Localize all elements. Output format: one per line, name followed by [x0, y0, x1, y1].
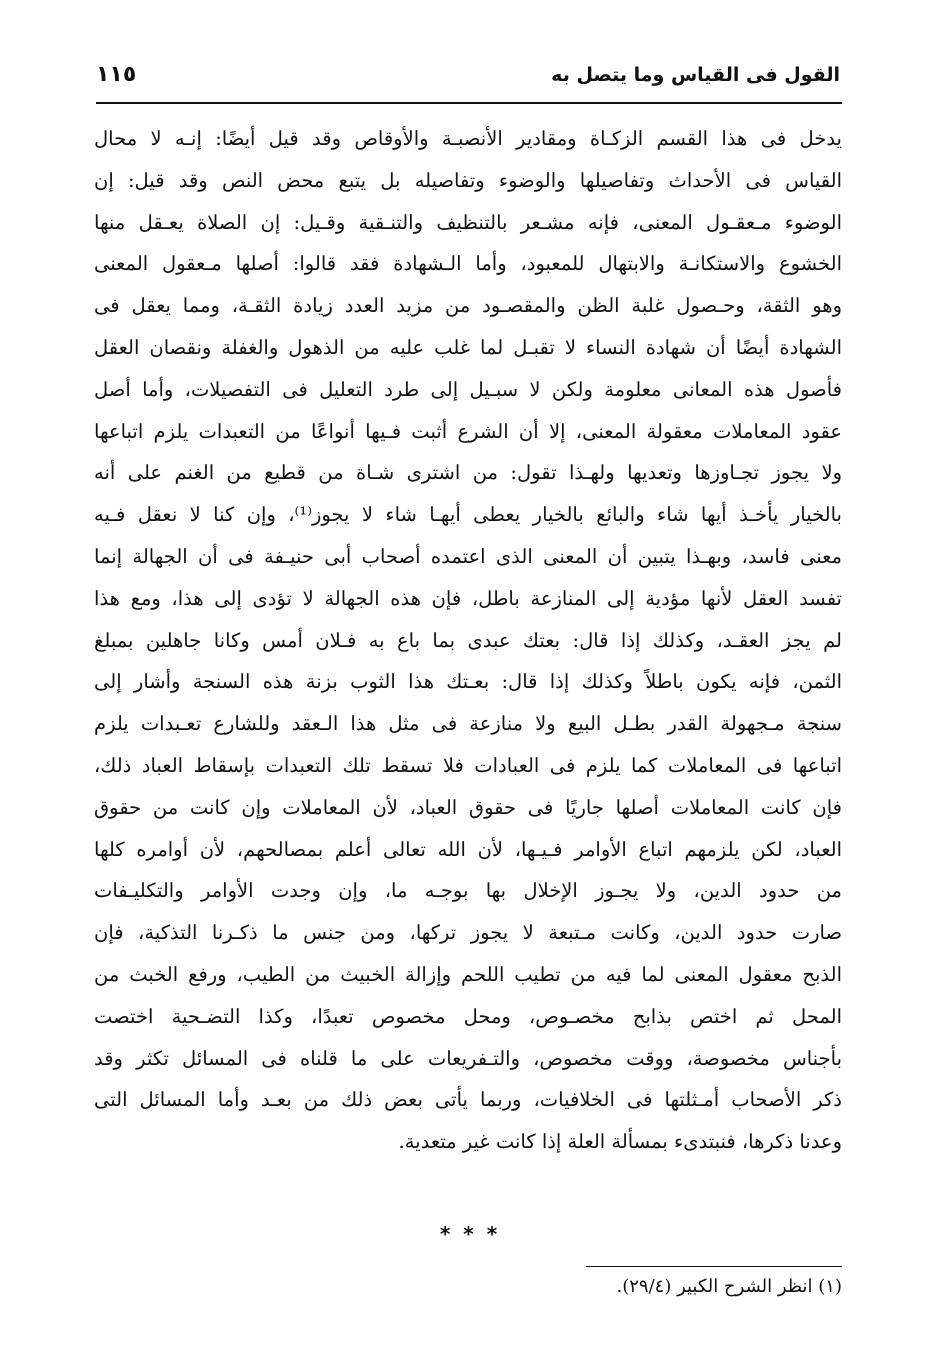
text-line: الشهادة أيضًا أن شهادة النساء لا تقبـل لما غلب عليه من الذهول والغفلة ونقصان العقل: [94, 335, 842, 359]
body-text: [94, 118, 842, 1163]
running-title: القول فى القياس وما يتصل به: [551, 64, 840, 86]
text-line: الذبح معقول المعنى لما فيه من تطيب اللحم وإزالة الخبيث من الطيب، ورفع الخبث من: [94, 962, 842, 986]
text-line: الخشوع والاستكانـة والابتهال للمعبود، وأما الـشهادة فقد قالوا: أصلها مـعقول المعنى: [94, 252, 842, 276]
page-header: [96, 58, 840, 98]
text-line: من حدود الدين، ولا يجـوز الإخلال بها بوجـه ما، وإن وجدت الأوامر والتكليـفات: [94, 879, 842, 903]
text-line: وهو الثقة، وحـصول غلبة الظن والمقصـود من مزيد العدد زيادة الثقـة، ومما يعقل فى: [94, 294, 842, 318]
text-line: العباد، لكن يلزمهم اتباع الأوامر فـيـها، لأن الله تعالى أعلم بمصالحهم، لأن أوامره كلها: [94, 837, 842, 861]
text-line: يدخل فى هذا القسم الزكـاة ومقادير الأنصبـة والأوقاص وقد قيل أيضًا: إنـه لا محال: [94, 127, 842, 150]
footnote: (١) انظر الشرح الكبير (٢٩/٤).: [616, 1276, 842, 1297]
text-line: عقود المعاملات معقولة المعنى، إلا أن الشرع أثبت فـيها أنواعًا من التعبدات يلزم اتباعها: [94, 419, 842, 443]
text-line: معنى فاسد، وبهـذا يتبين أن المعنى الذى اعتمده أصحاب أبى حنيـفة فى أن الجهالة إنما: [94, 544, 842, 568]
text-line: القياس فى الأحداث وتفاصيلها والوضوء وتفاصيله بل يتبع محض النص وقد قيل: إن: [94, 168, 842, 192]
text-line: وعدنا ذكرها، فنبتدىء بمسألة العلة إذا كانت غير متعدية.: [398, 1130, 842, 1154]
text-line: ذكر الأصحاب أمـثلتها فى الخلافيات، وربما يأتى بعض ذلك من بعـد وأما المسائل التى: [94, 1088, 842, 1112]
text-line: المحل ثم اختص بذابح مخصـوص، ومحل مخصوص تعبدًا، وكذا التضـحية اختصت: [94, 1004, 842, 1028]
footnote-rule: [586, 1266, 842, 1267]
text-line: اتباعها فى المعاملات كما يلزم فى العبادات فلا تسقط تلك التعبدات بإسقاط العباد ذلك،: [94, 753, 842, 777]
text-line: سنجة مـجهولة القدر بطـل البيع ولا منازعة فى مثل هذا الـعقد وللشارع تعـبدات يلزم: [94, 712, 842, 736]
text-line: تفسد العقل لأنها مؤدية إلى المنازعة باطل، فإن هذه الجهالة لا تؤدى إلى هذا، ومع هذا: [94, 586, 842, 610]
text-line: بأجناس مخصوصة، ووقت مخصوص، والتـفريعات على ما قلناه فى المسائل تكثر وقد: [94, 1046, 842, 1070]
text-line: الثمن، فإنه يكون باطلاً وكذلك إذا قال: بعـتك هذا الثوب بزنة هذه السنجة وأشار إلى: [94, 670, 842, 694]
header-rule: [96, 102, 842, 104]
text-line: فأصول هذه المعانى معلومة ولكن لا سبـيل إلى طرد التعليل فى التفصيلات، وأما أصل: [94, 377, 842, 401]
text-line: بالخيار يأخـذ أيها شاء والبائع بالخيار يعطى أيهـا شاء لا يجوز⁽¹⁾، وإن كنا لا نعقل فـيه: [94, 503, 842, 527]
text-line: الوضوء مـعقـول المعنى، فإنه مشـعر بالتنظيف والتنـقية وقـيل: إن الصلاة يعـقل منها: [94, 210, 842, 234]
text-line: ولا يجوز تجـاوزها وتعديها ولهـذا تقول: من اشترى شـاة من قطيع من الغنم على أنه: [94, 461, 842, 485]
text-line: فإن كانت المعاملات أصلها جاريًا فى حقوق العباد، لأن المعاملات وإن كانت من حقوق: [94, 795, 842, 819]
page-number: ١١٥: [96, 62, 137, 87]
section-separator: * * *: [439, 1222, 501, 1246]
text-line: صارت حدود الدين، وكانت مـتبعة لا يجوز تركها، ومن جنس ما ذكـرنا التذكية، فإن: [94, 921, 842, 945]
text-line: لم يجز العقـد، وكذلك إذا قال: بعتك عبدى بما باع به فـلان أمس وكانا جاهلين بمبلغ: [94, 628, 842, 652]
